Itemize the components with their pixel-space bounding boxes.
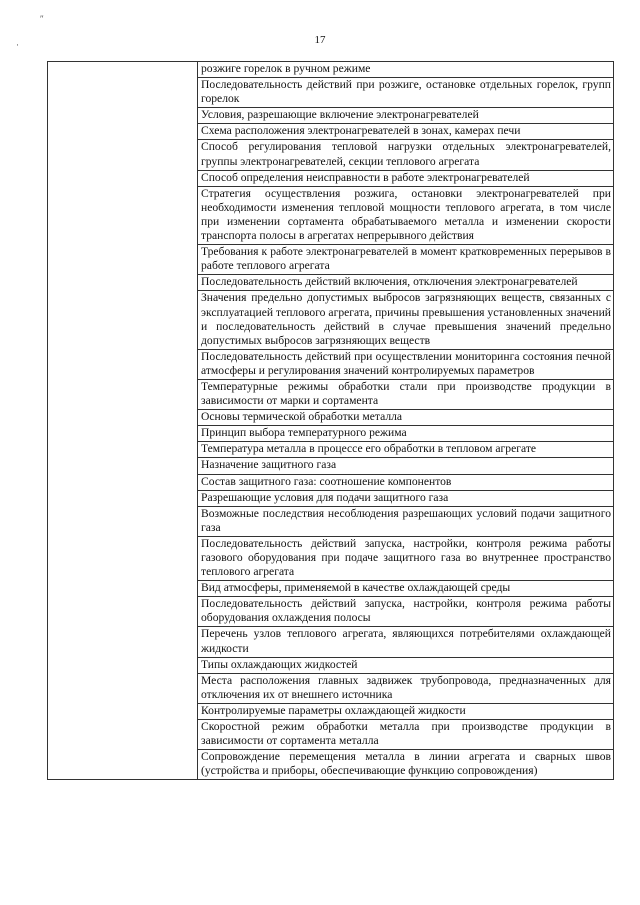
content-cell: Способ регулирования тепловой нагрузки отдельных электронагревателей, группы электронагревателей, секции теплового агрегата <box>198 140 614 170</box>
content-cell: Сопровождение перемещения металла в линии агрегата и сварных швов (устройства и приборы, обеспечивающие функцию сопровождения) <box>198 750 614 780</box>
label-cell <box>48 62 198 780</box>
content-cell: Последовательность действий включения, отключения электронагревателей <box>198 275 614 291</box>
content-cell: Стратегия осуществления розжига, остановки электронагревателей при необходимости изменения тепловой мощности теплового агрегата, в том числе при изменении сортамента обрабатываемого металла и изменении скорости транспорта полосы в агрегатах непрерывного действия <box>198 186 614 244</box>
content-cell: Перечень узлов теплового агрегата, являющихся потребителями охлаждающей жидкости <box>198 627 614 657</box>
scan-dot: · <box>16 40 19 50</box>
knowledge-table <box>47 61 614 780</box>
content-cell: розжиге горелок в ручном режиме <box>198 62 614 78</box>
content-cell: Типы охлаждающих жидкостей <box>198 657 614 673</box>
content-cell: Состав защитного газа: соотношение компонентов <box>198 474 614 490</box>
content-cell: Скоростной режим обработки металла при производстве продукции в зависимости от сортамента металла <box>198 720 614 750</box>
content-cell: Принцип выбора температурного режима <box>198 426 614 442</box>
content-cell: Температурные режимы обработки стали при производстве продукции в зависимости от марки и сортамента <box>198 379 614 409</box>
content-cell: Основы термической обработки металла <box>198 410 614 426</box>
content-cell: Последовательность действий при осуществлении мониторинга состояния печной атмосферы и регулирования значений контролируемых параметров <box>198 349 614 379</box>
content-cell: Вид атмосферы, применяемой в качестве охлаждающей среды <box>198 581 614 597</box>
content-cell: Схема расположения электронагревателей в зонах, камерах печи <box>198 124 614 140</box>
content-cell: Разрешающие условия для подачи защитного газа <box>198 490 614 506</box>
content-cell: Последовательность действий запуска, настройки, контроля режима работы оборудования охлаждения полосы <box>198 597 614 627</box>
content-cell: Температура металла в процессе его обработки в тепловом агрегате <box>198 442 614 458</box>
content-cell: Условия, разрешающие включение электронагревателей <box>198 108 614 124</box>
content-cell: Способ определения неисправности в работе электронагревателей <box>198 170 614 186</box>
content-cell: Последовательность действий запуска, настройки, контроля режима работы газового оборудования при подаче защитного газа во внутреннее пространство теплового агрегата <box>198 536 614 580</box>
page-number: 17 <box>314 34 326 46</box>
content-cell: Последовательность действий при розжиге, остановке отдельных горелок, групп горелок <box>198 78 614 108</box>
content-cell: Назначение защитного газа <box>198 458 614 474</box>
content-cell: Места расположения главных задвижек трубопровода, предназначенных для отключения их от внешнего источника <box>198 673 614 703</box>
scan-mark: ″ <box>40 14 44 24</box>
content-cell: Значения предельно допустимых выбросов загрязняющих веществ, связанных с эксплуатацией теплового агрегата, причины превышения установленных значений и последовательность действий в случае превышения значений предельно допустимых выбросов загрязняющих веществ <box>198 291 614 349</box>
content-cell: Контролируемые параметры охлаждающей жидкости <box>198 703 614 719</box>
table-row <box>48 62 614 78</box>
table-body <box>48 62 614 780</box>
content-cell: Требования к работе электронагревателей в момент кратковременных перерывов в работе теплового агрегата <box>198 245 614 275</box>
content-cell: Возможные последствия несоблюдения разрешающих условий подачи защитного газа <box>198 506 614 536</box>
